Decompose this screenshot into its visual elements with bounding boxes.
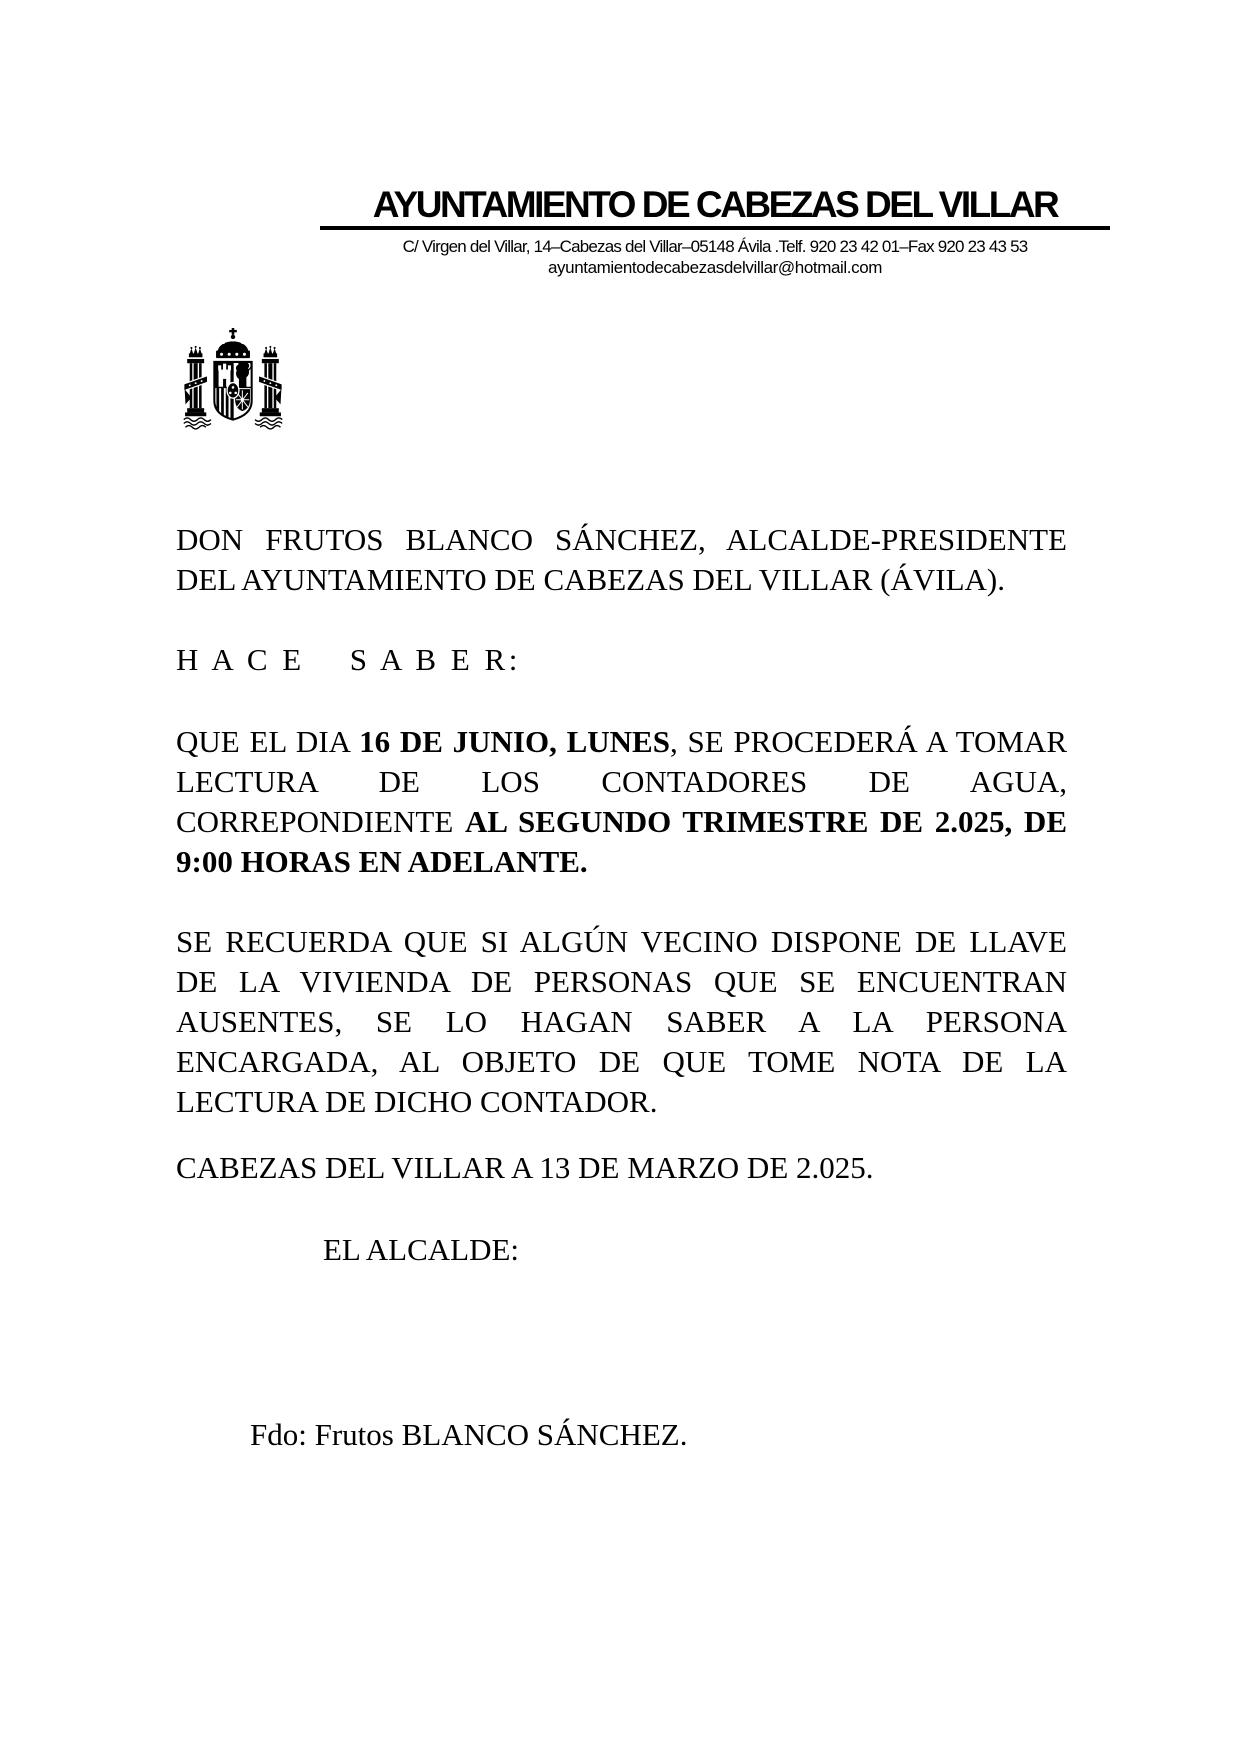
municipality-title: AYUNTAMIENTO DE CABEZAS DEL VILLAR — [372, 184, 1058, 225]
signature-name: Fdo: Frutos BLANCO SÁNCHEZ. — [250, 1417, 688, 1452]
intro-paragraph: DON FRUTOS BLANCO SÁNCHEZ, ALCALDE-PRESIDENTE DEL AYUNTAMIENTO DE CABEZAS DEL VILLAR (ÁVILA). — [176, 522, 1067, 597]
letterhead-underline — [320, 186, 1110, 230]
email-line: ayuntamientodecabezasdelvillar@hotmail.com — [547, 258, 883, 278]
reminder-paragraph: SE RECUERDA QUE SI ALGÚN VECINO DISPONE DE LLAVE DE LA VIVIENDA DE PERSONAS QUE SE ENCUENTRAN AUSENTES, SE LO HAGAN SABER A LA PERSONA ENCARGADA, AL OBJETO DE QUE TOME NOTA DE LA LECTURA DE DICHO CONTADOR. — [176, 924, 1067, 1119]
pillar-right — [255, 346, 282, 429]
announcement-paragraph — [176, 722, 1067, 882]
royal-crown-icon — [216, 328, 250, 358]
announcement-trimester-bold: AL SEGUNDO TRIMESTRE DE 2.025, DE 9:00 HORAS EN ADELANTE. — [176, 804, 1067, 879]
date-line: CABEZAS DEL VILLAR A 13 DE MARZO DE 2.025. — [176, 1150, 874, 1185]
letterhead — [320, 186, 1110, 279]
signature-role: EL ALCALDE: — [323, 1232, 520, 1267]
spain-coat-of-arms-icon — [182, 328, 284, 440]
document-body — [176, 520, 1067, 1455]
pillar-left — [184, 346, 211, 429]
announcement-part2: , SE PROCEDERÁ A TOMAR LECTURA DE LOS CONTADORES DE AGUA, CORREPONDIENTE — [176, 724, 1067, 839]
address-line: C/ Virgen del Villar, 14–Cabezas del Villar–05148 Ávila .Telf. 920 23 42 01–Fax 920 23 43 53 — [402, 237, 1028, 256]
announcement-date-bold: 16 DE JUNIO, LUNES — [359, 724, 670, 759]
quartered-shield — [214, 359, 251, 421]
announcement-part1: QUE EL DIA — [176, 724, 360, 759]
hace-saber-heading: H A C E S A B E R: — [176, 642, 521, 677]
